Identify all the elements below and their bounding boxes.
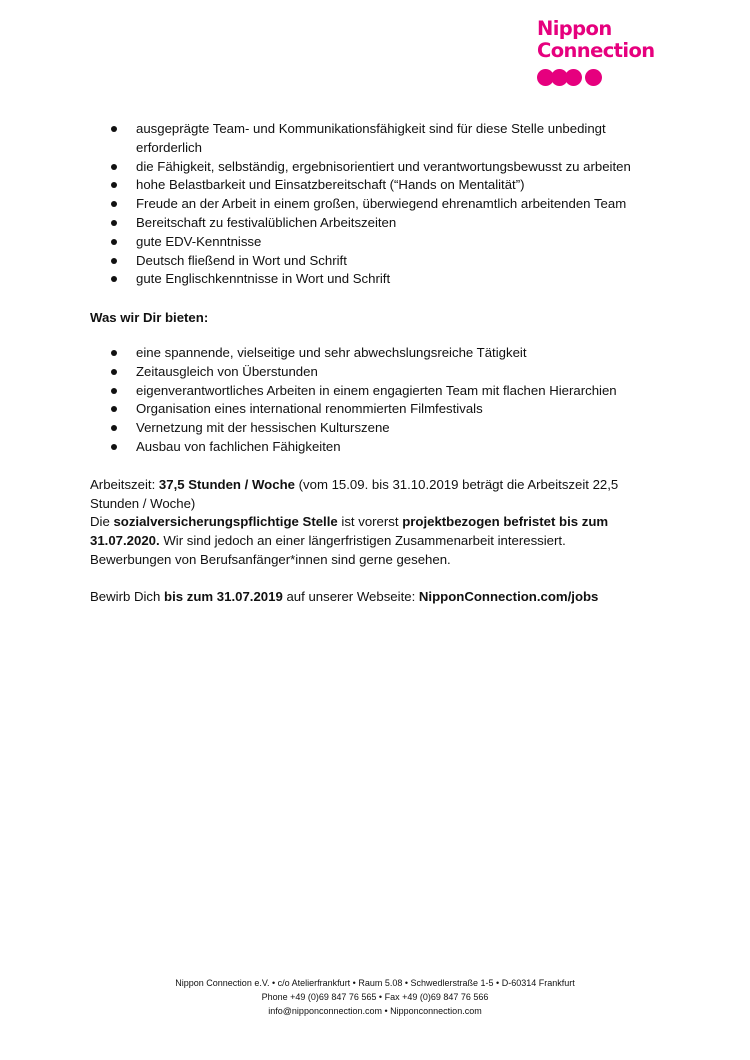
bullet-icon bbox=[111, 182, 117, 188]
list-item: hohe Belastbarkeit und Einsatzbereitschaft (“Hands on Mentalität”) bbox=[90, 176, 670, 195]
contract-term: projektbezogen befristet bis zum 31.07.2020. bbox=[90, 514, 609, 549]
list-item: gute Englischkenntnisse in Wort und Schrift bbox=[90, 270, 670, 289]
bullet-icon bbox=[111, 239, 117, 245]
offer-heading: Was wir Dir bieten: bbox=[90, 310, 209, 326]
apply-paragraph: Bewirb Dich bis zum 31.07.2019 auf unserer Webseite: NipponConnection.com/jobs bbox=[90, 588, 599, 604]
footer-address: Nippon Connection e.V. • c/o Atelierfrankfurt • Raum 5.08 • Schwedlerstraße 1-5 • D-60314 Frankfurt bbox=[175, 978, 575, 988]
bullet-icon bbox=[111, 425, 117, 431]
bullet-icon bbox=[111, 164, 117, 170]
bullet-icon bbox=[111, 369, 117, 375]
list-item: die Fähigkeit, selbständig, ergebnisorientiert und verantwortungsbewusst zu arbeiten bbox=[90, 158, 670, 177]
document-body bbox=[90, 120, 670, 607]
list-item: Bereitschaft zu festivalüblichen Arbeitszeiten bbox=[90, 214, 670, 233]
bullet-icon bbox=[111, 126, 117, 132]
nippon-connection-logo bbox=[537, 18, 677, 86]
apply-url[interactable]: NipponConnection.com/jobs bbox=[418, 588, 599, 604]
bullet-icon bbox=[111, 388, 117, 394]
list-item: Ausbau von fachlichen Fähigkeiten bbox=[90, 438, 670, 457]
bullet-icon bbox=[111, 201, 117, 207]
logo-dots bbox=[537, 69, 677, 86]
bullet-icon bbox=[111, 220, 117, 226]
list-item: Vernetzung mit der hessischen Kulturszene bbox=[90, 419, 670, 438]
footer-contact[interactable]: info@nipponconnection.com • Nipponconnection.com bbox=[268, 1006, 482, 1016]
position-paragraph: Die sozialversicherungspflichtige Stelle ist vorerst projektbezogen befristet bis zum 31.07.2020. Wir sind jedoch an einer längerfristigen Zusammenarbeit interessiert. bbox=[90, 514, 609, 549]
working-hours-paragraph bbox=[90, 476, 670, 514]
logo-text-line1: Nippon bbox=[537, 17, 612, 40]
bullet-icon bbox=[111, 258, 117, 264]
bullet-icon bbox=[111, 444, 117, 450]
bullet-icon bbox=[111, 276, 117, 282]
position-type: sozialversicherungspflichtige Stelle bbox=[113, 514, 338, 530]
requirements-list bbox=[90, 120, 670, 289]
hours-note: (vom 15.09. bis 31.10.2019 beträgt die Arbeitszeit 22,5 Stunden / Woche) bbox=[90, 476, 619, 511]
logo-text-line2: Connection bbox=[537, 39, 655, 62]
bullet-icon bbox=[111, 350, 117, 356]
list-item: Deutsch fließend in Wort und Schrift bbox=[90, 252, 670, 271]
footer-phone: Phone +49 (0)69 847 76 565 • Fax +49 (0)69 847 76 566 bbox=[261, 992, 489, 1002]
list-item: gute EDV-Kenntnisse bbox=[90, 233, 670, 252]
list-item: eine spannende, vielseitige und sehr abwechslungsreiche Tätigkeit bbox=[90, 344, 670, 363]
list-item: Zeitausgleich von Überstunden bbox=[90, 363, 670, 382]
logo-dot bbox=[565, 69, 582, 86]
hours-label: Arbeitszeit: bbox=[90, 476, 159, 492]
bullet-icon bbox=[111, 406, 117, 412]
beginners-note: Bewerbungen von Berufsanfänger*innen sind gerne gesehen. bbox=[90, 551, 451, 567]
apply-deadline: bis zum 31.07.2019 bbox=[164, 588, 283, 604]
list-item: Organisation eines international renommierten Filmfestivals bbox=[90, 400, 670, 419]
list-item: ausgeprägte Team- und Kommunikationsfähigkeit sind für diese Stelle unbedingt erforderlich bbox=[90, 120, 670, 158]
offer-list bbox=[90, 344, 670, 457]
page-footer bbox=[0, 976, 750, 1018]
list-item: Freude an der Arbeit in einem großen, überwiegend ehrenamtlich arbeitenden Team bbox=[90, 195, 670, 214]
list-item: eigenverantwortliches Arbeiten in einem engagierten Team mit flachen Hierarchien bbox=[90, 382, 670, 401]
logo-dot bbox=[585, 69, 602, 86]
hours-value: 37,5 Stunden / Woche bbox=[158, 476, 295, 492]
